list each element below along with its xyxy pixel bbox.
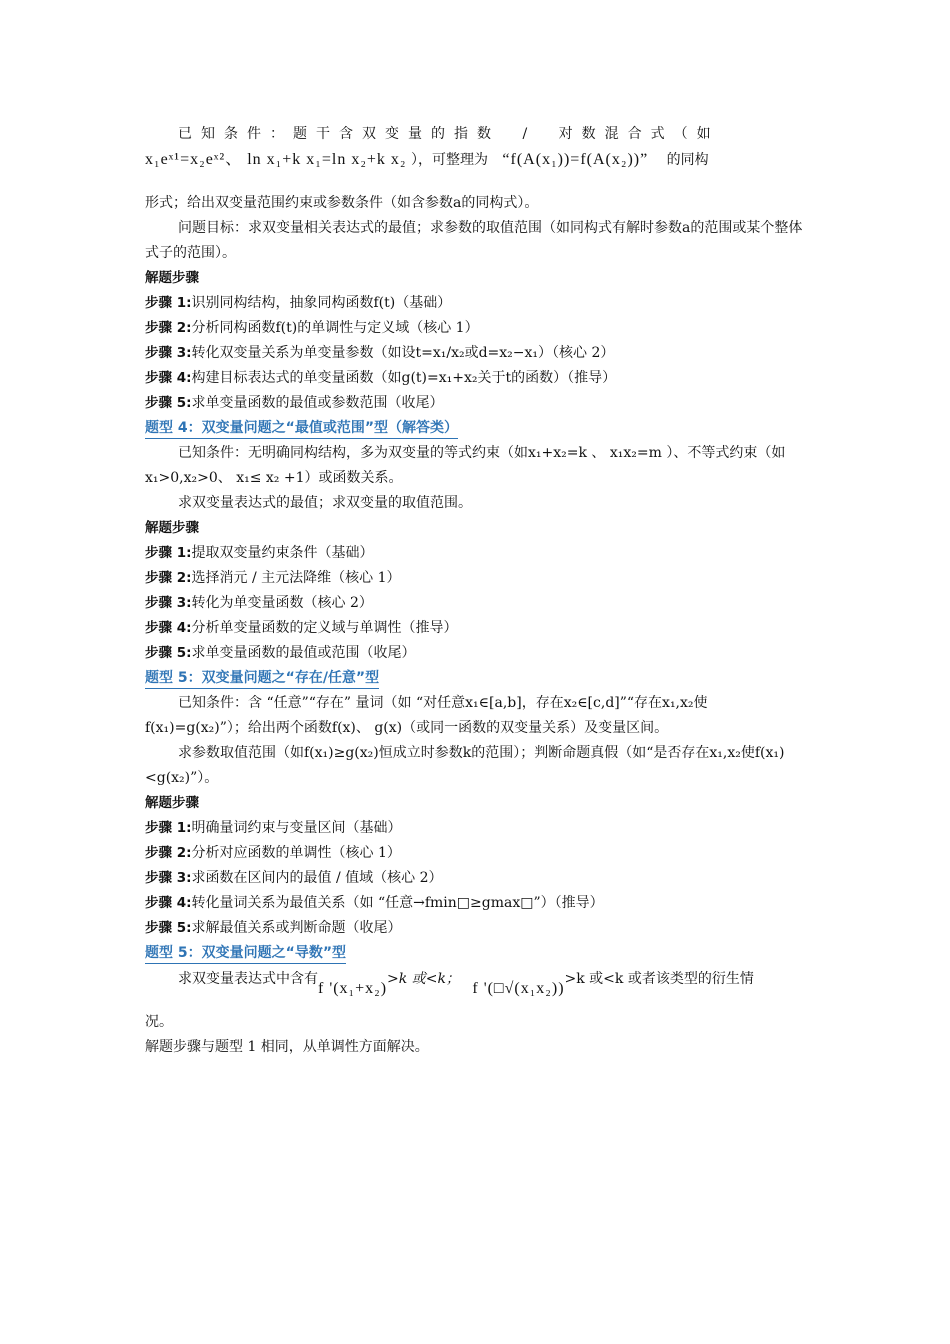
t6-line1 (145, 966, 807, 997)
step-text: 求单变量函数的最值或范围（收尾） (191, 645, 416, 661)
step-label: 步骤 4: (145, 370, 192, 386)
step-label: 步骤 2: (145, 320, 192, 336)
step-text: 构建目标表达式的单变量函数（如g(t)=x₁+x₂关于t的函数）（推导） (191, 370, 617, 386)
t6-formula-2: f '(□√(x₁x₂)) (472, 980, 565, 997)
t3-condition-line1 (145, 122, 807, 147)
t6-heading: 题型 5：双变量问题之“导数”型 (145, 943, 346, 964)
t3-step (145, 316, 807, 341)
t5-goal: 求参数取值范围（如f(x₁)≥g(x₂)恒成立时参数k的范围）；判断命题真假（如“是否存在x₁,x₂使f(x₁)<g(x₂)”）。 (145, 745, 785, 786)
step-label: 步骤 1: (145, 545, 192, 561)
t3-cond-a: 已知条件：题干含双变量的指数 (178, 126, 500, 142)
step-label: 步骤 3: (145, 345, 192, 361)
t6-op-2: >k 或<k 或者该类型的衍生情 (564, 971, 754, 987)
step-text: 求函数在区间内的最值 / 值域（核心 2） (191, 870, 443, 886)
t5-step (145, 866, 807, 891)
step-label: 步骤 3: (145, 870, 192, 886)
step-text: 求解最值关系或判断命题（收尾） (191, 920, 402, 936)
t3-tail-text: 的同构 (666, 152, 709, 168)
t3-step (145, 291, 807, 316)
t4-heading: 题型 4：双变量问题之“最值或范围”型（解答类） (145, 418, 458, 439)
step-text: 识别同构结构，抽象同构函数f(t)（基础） (191, 295, 452, 311)
t3-steps (145, 291, 807, 416)
step-text: 选择消元 / 主元法降维（核心 1） (191, 570, 401, 586)
t3-cond-b: / (522, 126, 537, 142)
step-label: 步骤 4: (145, 620, 192, 636)
t6-line2: 况。 (145, 1014, 173, 1030)
step-text: 提取双变量约束条件（基础） (191, 545, 374, 561)
t4-step (145, 591, 807, 616)
t6-op-1: >k 或<k； (387, 971, 460, 987)
t3-condition-line2 (145, 147, 807, 173)
t3-goal: 问题目标：求双变量相关表达式的最值；求参数的取值范围（如同构式有解时参数a的范围或某个整体式子的范围）。 (145, 220, 803, 261)
step-label: 步骤 4: (145, 895, 192, 911)
t3-condition-line3: 形式；给出双变量范围约束或参数条件（如含参数a的同构式）。 (145, 195, 539, 211)
t3-equation-1: x₁eˣ¹=x₂eˣ²、 ln x₁+k x₁=ln x₂+k x₂ (145, 151, 407, 168)
t3-step (145, 341, 807, 366)
t5-step (145, 916, 807, 941)
t4-step (145, 641, 807, 666)
step-text: 分析同构函数f(t)的单调性与定义域（核心 1） (191, 320, 479, 336)
t5-step (145, 816, 807, 841)
t3-mid-text: ），可整理为 (410, 152, 488, 168)
t5-step (145, 891, 807, 916)
t3-step (145, 391, 807, 416)
step-text: 转化量词关系为最值关系（如 “任意→fmin□≥gmax□”）（推导） (191, 895, 604, 911)
document-page (145, 122, 807, 1060)
t6-formula-1: f '(x₁+x₂) (318, 980, 388, 997)
t4-condition: 已知条件：无明确同构结构，多为双变量的等式约束（如x₁+x₂=k 、 x₁x₂=m ）、不等式约束（如x₁>0,x₂>0、 x₁≤ x₂ +1）或函数关系。 (145, 445, 786, 486)
t6-text-a: 求双变量表达式中含有 (178, 971, 318, 987)
step-label: 步骤 1: (145, 295, 192, 311)
t4-steps-title: 解题步骤 (145, 520, 199, 536)
t5-step (145, 841, 807, 866)
step-text: 转化双变量关系为单变量参数（如设t=x₁/x₂或d=x₂−x₁）（核心 2） (191, 345, 615, 361)
t4-step (145, 541, 807, 566)
step-text: 分析对应函数的单调性（核心 1） (191, 845, 401, 861)
step-text: 求单变量函数的最值或参数范围（收尾） (191, 395, 444, 411)
t3-equation-2: “f(A(x₁))=f(A(x₂))” (502, 151, 649, 168)
t3-cond-c: 对数混合式（如 (558, 126, 720, 142)
step-label: 步骤 2: (145, 845, 192, 861)
step-label: 步骤 5: (145, 645, 192, 661)
t5-steps (145, 816, 807, 941)
step-label: 步骤 1: (145, 820, 192, 836)
t5-heading: 题型 5：双变量问题之“存在/任意”型 (145, 668, 379, 689)
step-label: 步骤 5: (145, 395, 192, 411)
step-text: 分析单变量函数的定义域与单调性（推导） (191, 620, 458, 636)
step-text: 转化为单变量函数（核心 2） (191, 595, 373, 611)
step-label: 步骤 5: (145, 920, 192, 936)
step-text: 明确量词约束与变量区间（基础） (191, 820, 402, 836)
step-label: 步骤 2: (145, 570, 192, 586)
t5-condition: 已知条件：含 “任意”“存在” 量词（如 “对任意x₁∈[a,b]，存在x₂∈[c,d]”“存在x₁,x₂使f(x₁)=g(x₂)”）；给出两个函数f(x)、 g(x)（或同一函数的双变量关系）及变量区间。 (145, 695, 708, 736)
t6-line3: 解题步骤与题型 1 相同，从单调性方面解决。 (145, 1039, 429, 1055)
t5-steps-title: 解题步骤 (145, 795, 199, 811)
t4-goal: 求双变量表达式的最值；求双变量的取值范围。 (178, 495, 472, 511)
step-label: 步骤 3: (145, 595, 192, 611)
t4-steps (145, 541, 807, 666)
t4-step (145, 566, 807, 591)
t3-steps-title: 解题步骤 (145, 270, 199, 286)
t4-step (145, 616, 807, 641)
t3-step (145, 366, 807, 391)
